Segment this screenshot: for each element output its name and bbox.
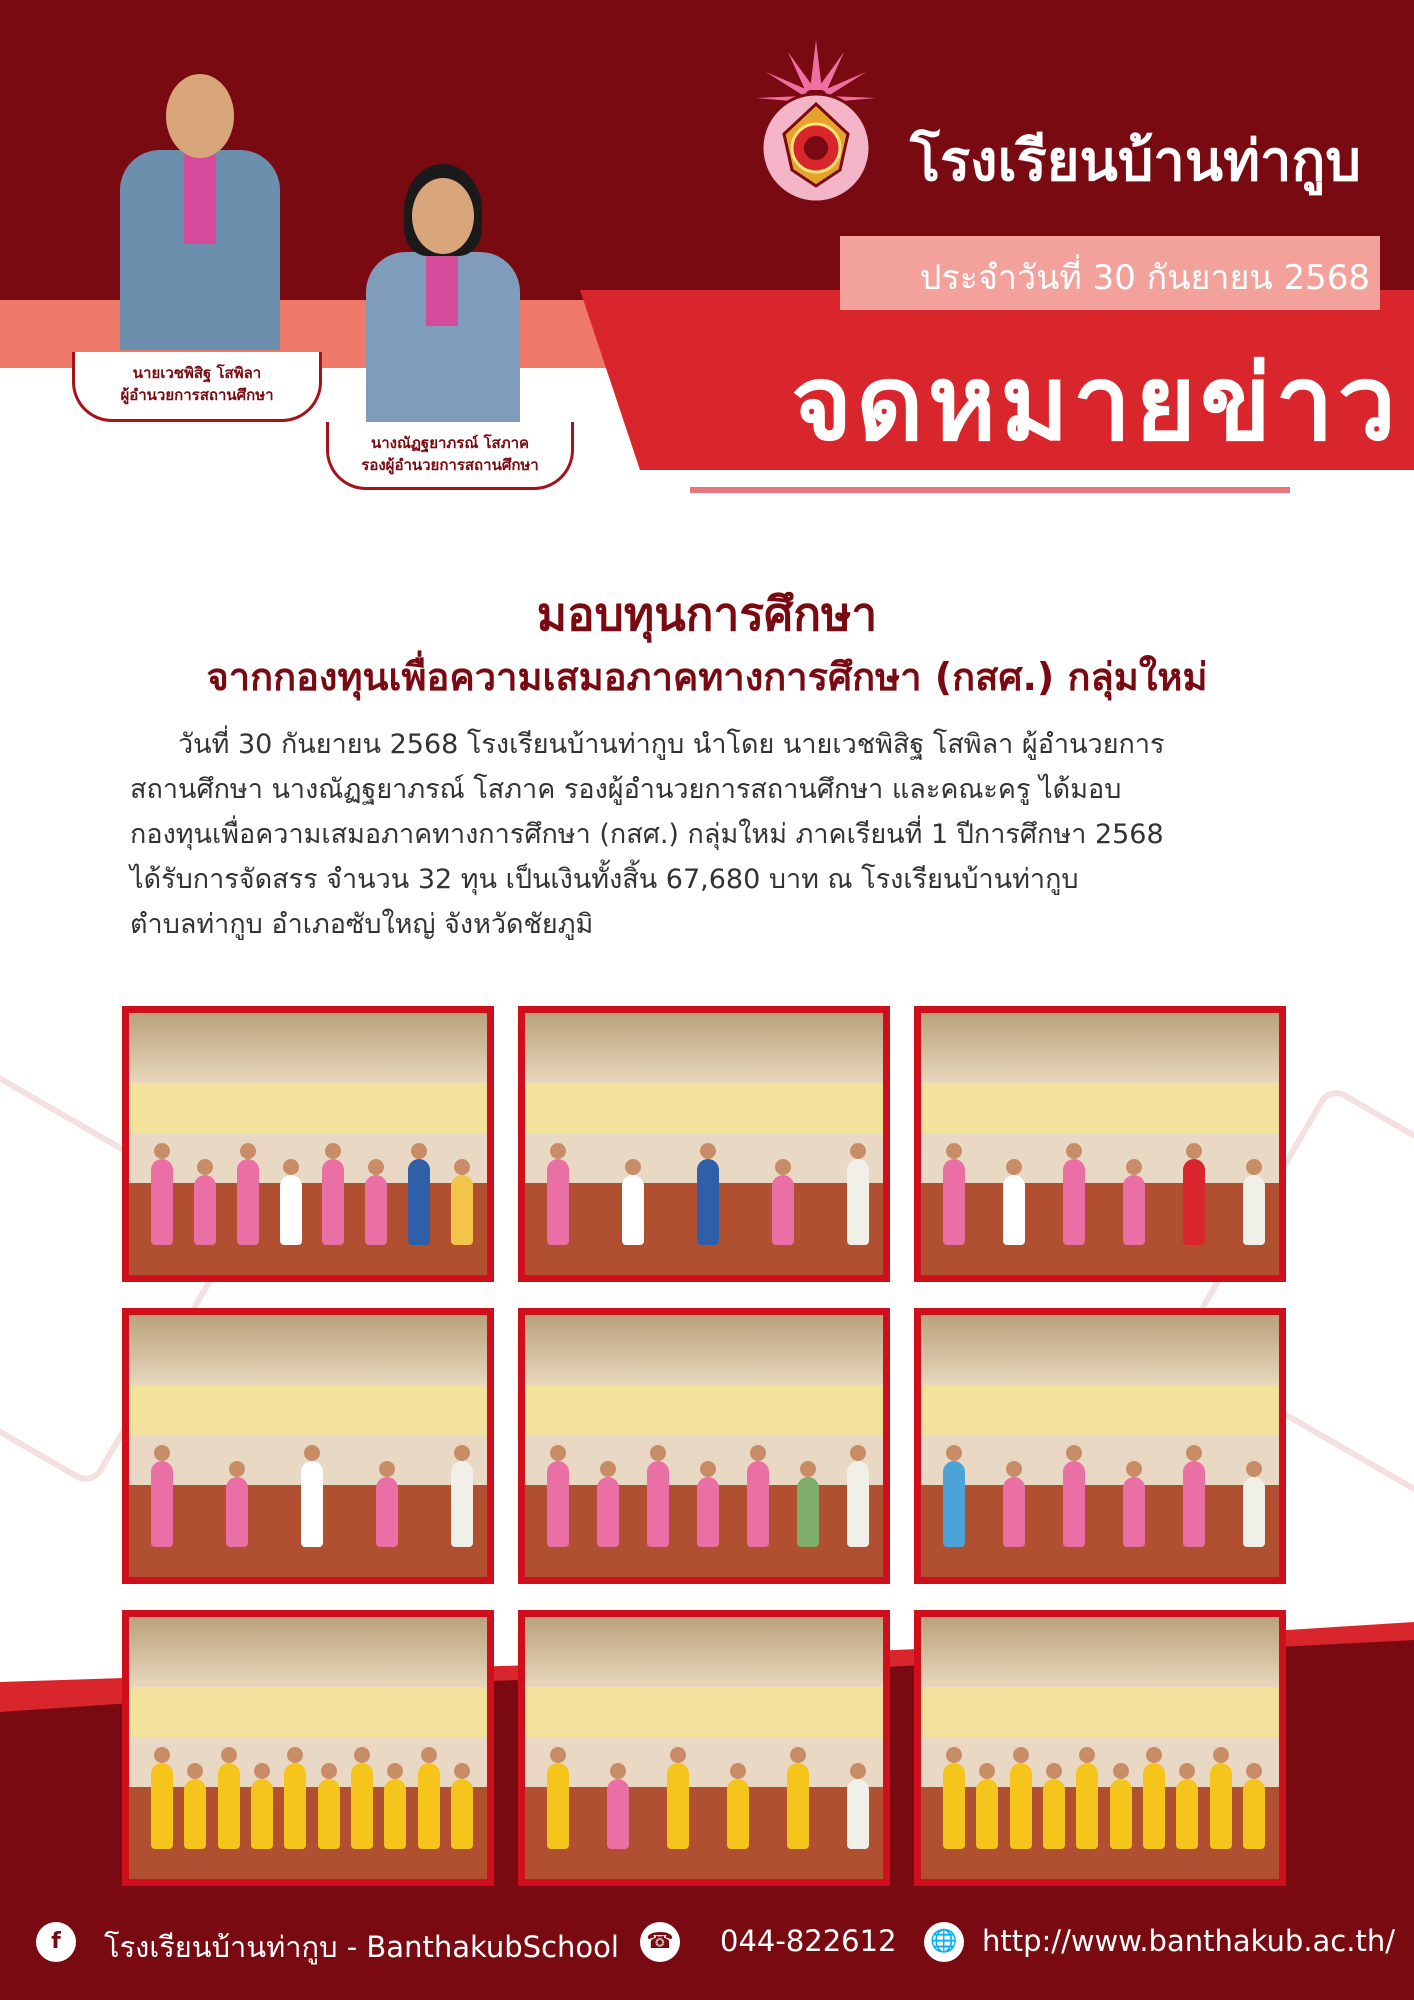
photo-roof: [129, 1013, 487, 1083]
photo-person-head: [946, 1445, 962, 1461]
photo-sky: [525, 1083, 883, 1133]
deputy-director-portrait: [358, 160, 528, 422]
photo-person-head: [154, 1445, 170, 1461]
photo-person-head: [283, 1159, 299, 1175]
photo-roof: [921, 1617, 1279, 1687]
deputy-name-tag: [326, 422, 574, 490]
photo-person: [184, 1779, 206, 1849]
photo-person-head: [1046, 1763, 1062, 1779]
school-logo: [748, 30, 884, 210]
website-link[interactable]: http://www.banthakub.ac.th/: [982, 1924, 1395, 1958]
photo-sky: [129, 1687, 487, 1737]
event-photo: [914, 1308, 1286, 1584]
photo-person-head: [670, 1747, 686, 1763]
issue-date: ประจำวันที่ 30 กันยายน 2568: [919, 258, 1370, 298]
photo-sky: [921, 1083, 1279, 1133]
photo-person-head: [979, 1763, 995, 1779]
photo-person-head: [1186, 1143, 1202, 1159]
photo-person: [597, 1477, 619, 1547]
article-line: กองทุนเพื่อความเสมอภาคทางการศึกษา (กสศ.) กลุ่มใหม่ ภาคเรียนที่ 1 ปีการศึกษา 2568: [130, 819, 1164, 850]
photo-person-head: [1079, 1747, 1095, 1763]
photo-person-head: [1066, 1445, 1082, 1461]
photo-person-head: [221, 1747, 237, 1763]
photo-person: [408, 1159, 430, 1245]
photo-roof: [921, 1315, 1279, 1385]
photo-person-head: [625, 1159, 641, 1175]
photo-person: [451, 1175, 473, 1245]
photo-floor: [921, 1485, 1279, 1577]
event-photo: [518, 1308, 890, 1584]
director-portrait: [100, 70, 300, 350]
photo-person-head: [368, 1159, 384, 1175]
photo-person-head: [790, 1747, 806, 1763]
photo-person: [451, 1779, 473, 1849]
photo-person: [384, 1779, 406, 1849]
article-line: วันที่ 30 กันยายน 2568 โรงเรียนบ้านท่ากูบ นำโดย นายเวชพิสิฐ โสพิลา ผู้อำนวยการ: [178, 729, 1165, 760]
photo-person: [237, 1159, 259, 1245]
photo-person-head: [454, 1763, 470, 1779]
photo-person-head: [1113, 1763, 1129, 1779]
photo-person: [847, 1159, 869, 1245]
photo-person: [151, 1461, 173, 1547]
deputy-shirt: [426, 256, 458, 326]
photo-roof: [525, 1617, 883, 1687]
photo-person: [547, 1461, 569, 1547]
photo-floor: [129, 1183, 487, 1275]
article-line: ตำบลท่ากูบ อำเภอซับใหญ่ จังหวัดชัยภูมิ: [130, 909, 594, 940]
event-photo: [122, 1610, 494, 1886]
photo-person: [194, 1175, 216, 1245]
photo-person: [1183, 1159, 1205, 1245]
director-name: นายเวชพิสิฐ โสพิลา: [132, 364, 262, 382]
article-headline: มอบทุนการศึกษา: [536, 587, 878, 641]
photo-person-head: [321, 1763, 337, 1779]
photo-person-head: [775, 1159, 791, 1175]
photo-person-head: [187, 1763, 203, 1779]
photo-person: [667, 1763, 689, 1849]
photo-person: [365, 1175, 387, 1245]
facebook-icon[interactable]: f: [36, 1922, 76, 1962]
photo-roof: [921, 1013, 1279, 1083]
photo-person: [787, 1763, 809, 1849]
photo-person: [301, 1461, 323, 1547]
article-body: [130, 722, 1290, 947]
photo-person-head: [750, 1445, 766, 1461]
photo-person-head: [454, 1445, 470, 1461]
photo-person-head: [946, 1747, 962, 1763]
event-photo: [122, 1006, 494, 1282]
photo-person-head: [1126, 1461, 1142, 1477]
photo-person-head: [254, 1763, 270, 1779]
photo-person: [697, 1477, 719, 1547]
photo-person-head: [1213, 1747, 1229, 1763]
director-position: ผู้อำนวยการสถานศึกษา: [120, 386, 274, 404]
photo-person: [322, 1159, 344, 1245]
photo-sky: [525, 1687, 883, 1737]
director-head: [166, 74, 234, 158]
photo-person: [1243, 1477, 1265, 1547]
photo-person-head: [1126, 1159, 1142, 1175]
photo-person-head: [1006, 1461, 1022, 1477]
photo-person-head: [411, 1143, 427, 1159]
director-shirt: [184, 154, 216, 244]
photo-roof: [129, 1315, 487, 1385]
photo-person: [647, 1461, 669, 1547]
photo-person: [151, 1763, 173, 1849]
photo-person: [351, 1763, 373, 1849]
photo-person: [943, 1763, 965, 1849]
photo-person-head: [240, 1143, 256, 1159]
photo-person-head: [730, 1763, 746, 1779]
event-photo: [914, 1610, 1286, 1886]
facebook-link[interactable]: โรงเรียนบ้านท่ากูบ - BanthakubSchool: [104, 1930, 619, 1964]
photo-roof: [525, 1013, 883, 1083]
photo-person: [1210, 1763, 1232, 1849]
photo-person-head: [154, 1143, 170, 1159]
school-name: โรงเรียนบ้านท่ากูบ: [910, 129, 1361, 194]
photo-person: [976, 1779, 998, 1849]
photo-sky: [921, 1687, 1279, 1737]
photo-person: [1076, 1763, 1098, 1849]
deputy-position: รองผู้อำนวยการสถานศึกษา: [361, 456, 539, 474]
photo-person: [1243, 1779, 1265, 1849]
photo-sky: [129, 1083, 487, 1133]
event-photo: [122, 1308, 494, 1584]
photo-person-head: [287, 1747, 303, 1763]
photo-person-head: [946, 1143, 962, 1159]
photo-person: [547, 1763, 569, 1849]
photo-person-head: [197, 1159, 213, 1175]
photo-person-head: [850, 1143, 866, 1159]
event-photo: [518, 1610, 890, 1886]
photo-person-head: [600, 1461, 616, 1477]
photo-person-head: [387, 1763, 403, 1779]
photo-person: [418, 1763, 440, 1849]
phone-icon: ☎: [640, 1922, 680, 1962]
photo-person: [547, 1159, 569, 1245]
director-name-tag: [72, 352, 322, 422]
photo-person: [1003, 1175, 1025, 1245]
photo-person-head: [700, 1143, 716, 1159]
photo-person: [1110, 1779, 1132, 1849]
photo-person-head: [304, 1445, 320, 1461]
photo-sky: [129, 1385, 487, 1435]
photo-person-head: [354, 1747, 370, 1763]
photo-person: [376, 1477, 398, 1547]
photo-person-head: [325, 1143, 341, 1159]
photo-person: [280, 1175, 302, 1245]
photo-person-head: [1179, 1763, 1195, 1779]
photo-person: [1063, 1461, 1085, 1547]
photo-person-head: [650, 1445, 666, 1461]
photo-person-head: [421, 1747, 437, 1763]
photo-person-head: [800, 1461, 816, 1477]
photo-person-head: [550, 1143, 566, 1159]
photo-person: [1043, 1779, 1065, 1849]
photo-person-head: [1186, 1445, 1202, 1461]
photo-person-head: [1066, 1143, 1082, 1159]
photo-person-head: [1006, 1159, 1022, 1175]
photo-roof: [129, 1617, 487, 1687]
photo-person: [943, 1159, 965, 1245]
photo-person: [451, 1461, 473, 1547]
photo-person: [747, 1461, 769, 1547]
photo-person: [727, 1779, 749, 1849]
article-subheadline: จากกองทุนเพื่อความเสมอภาคทางการศึกษา (กสศ.) กลุ่มใหม่: [206, 655, 1208, 699]
photo-roof: [525, 1315, 883, 1385]
photo-person: [847, 1779, 869, 1849]
photo-person-head: [550, 1747, 566, 1763]
photo-person: [251, 1779, 273, 1849]
photo-person: [218, 1763, 240, 1849]
photo-person-head: [1146, 1747, 1162, 1763]
photo-person: [151, 1159, 173, 1245]
photo-person-head: [610, 1763, 626, 1779]
deputy-name: นางณัฏฐยาภรณ์ โสภาค: [370, 434, 530, 452]
photo-sky: [525, 1385, 883, 1435]
photo-person-head: [1013, 1747, 1029, 1763]
photo-person: [1010, 1763, 1032, 1849]
photo-person: [697, 1159, 719, 1245]
photo-person: [772, 1175, 794, 1245]
photo-person-head: [1246, 1763, 1262, 1779]
deputy-head: [412, 178, 474, 254]
article-line: ได้รับการจัดสรร จำนวน 32 ทุน เป็นเงินทั้งสิ้น 67,680 บาท ณ โรงเรียนบ้านท่ากูบ: [130, 864, 1079, 895]
photo-person: [1003, 1477, 1025, 1547]
event-photo: [914, 1006, 1286, 1282]
photo-person: [1143, 1763, 1165, 1849]
photo-person-head: [229, 1461, 245, 1477]
photo-person: [1123, 1175, 1145, 1245]
article-line: สถานศึกษา นางณัฏฐยาภรณ์ โสภาค รองผู้อำนวยการสถานศึกษา และคณะครู ได้มอบ: [130, 774, 1122, 805]
globe-icon: 🌐: [924, 1922, 964, 1962]
newsletter-title: จดหมายข่าว: [791, 342, 1400, 464]
footer: [0, 1910, 1414, 1980]
photo-person: [318, 1779, 340, 1849]
photo-person-head: [700, 1461, 716, 1477]
photo-floor: [921, 1183, 1279, 1275]
photo-person-head: [1246, 1159, 1262, 1175]
photo-person: [1243, 1175, 1265, 1245]
photo-person-head: [154, 1747, 170, 1763]
photo-person: [1183, 1461, 1205, 1547]
photo-person: [284, 1763, 306, 1849]
photo-person: [847, 1461, 869, 1547]
photo-person: [607, 1779, 629, 1849]
photo-sky: [921, 1385, 1279, 1435]
photo-person-head: [454, 1159, 470, 1175]
photo-person: [1176, 1779, 1198, 1849]
photo-person: [797, 1477, 819, 1547]
photo-person: [622, 1175, 644, 1245]
photo-person-head: [379, 1461, 395, 1477]
photo-person-head: [550, 1445, 566, 1461]
event-photo: [518, 1006, 890, 1282]
photo-person: [226, 1477, 248, 1547]
photo-person: [943, 1461, 965, 1547]
photo-floor: [525, 1787, 883, 1879]
photo-person-head: [850, 1763, 866, 1779]
photo-person: [1123, 1477, 1145, 1547]
photo-person-head: [850, 1445, 866, 1461]
phone-number: 044-822612: [720, 1924, 897, 1958]
photo-person-head: [1246, 1461, 1262, 1477]
title-underline: [690, 487, 1290, 493]
photo-person: [1063, 1159, 1085, 1245]
